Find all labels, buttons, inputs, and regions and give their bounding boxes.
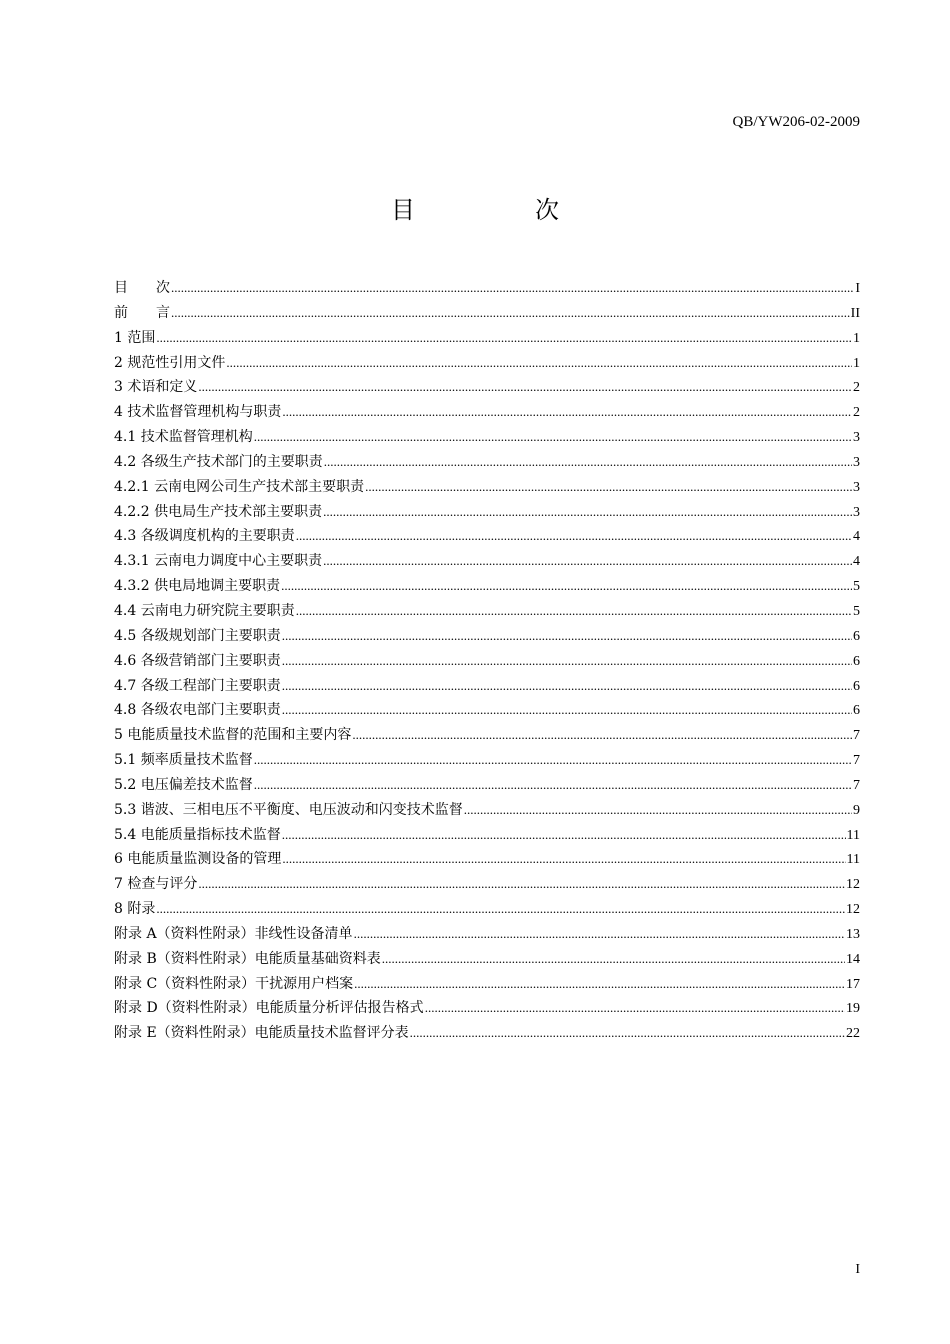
toc-entry[interactable] [114, 276, 860, 301]
toc-entry[interactable] [114, 1021, 860, 1046]
toc-dot-leader [254, 748, 852, 773]
toc-entry-label: 4.4 云南电力研究院主要职责 [114, 602, 295, 619]
toc-entry[interactable] [114, 922, 860, 947]
toc-entry-label: 3 术语和定义 [114, 379, 198, 396]
table-of-contents [114, 276, 860, 1046]
toc-dot-leader [464, 798, 852, 823]
toc-dot-leader [226, 351, 852, 376]
toc-entry-page: 9 [853, 802, 860, 818]
toc-dot-leader [254, 773, 852, 798]
toc-entry-page: 7 [853, 753, 860, 769]
toc-entry-label: 4.2 各级生产技术部门的主要职责 [114, 453, 323, 470]
toc-entry-label: 附录 E（资料性附录）电能质量技术监督评分表 [114, 1025, 409, 1042]
toc-entry[interactable] [114, 674, 860, 699]
toc-entry-page: 1 [853, 330, 860, 346]
toc-entry-label: 目 次 [114, 280, 170, 296]
toc-dot-leader [171, 301, 850, 326]
toc-entry-page: 14 [846, 951, 860, 967]
toc-entry[interactable] [114, 450, 860, 475]
toc-entry-label: 附录 D（资料性附录）电能质量分析评估报告格式 [114, 1000, 424, 1017]
toc-entry-page: 6 [853, 703, 860, 719]
toc-entry-page: 11 [846, 852, 860, 868]
toc-entry-label: 前 言 [114, 304, 170, 321]
toc-entry-page: 17 [846, 976, 860, 992]
toc-dot-leader [282, 649, 852, 674]
toc-entry-label: 5 电能质量技术监督的范围和主要内容 [114, 727, 352, 744]
toc-dot-leader [254, 425, 852, 450]
toc-dot-leader [282, 698, 852, 723]
toc-entry-label: 4.1 技术监督管理机构 [114, 429, 253, 446]
toc-entry-label: 4.5 各级规划部门主要职责 [114, 627, 281, 644]
toc-entry-label: 8 附录 [114, 901, 156, 918]
toc-dot-leader [198, 375, 852, 400]
toc-entry[interactable] [114, 947, 860, 972]
toc-entry[interactable] [114, 972, 860, 997]
toc-entry[interactable] [114, 500, 860, 525]
toc-entry[interactable] [114, 599, 860, 624]
toc-dot-leader [323, 549, 852, 574]
toc-dot-leader [382, 947, 845, 972]
toc-entry[interactable] [114, 524, 860, 549]
toc-entry[interactable] [114, 400, 860, 425]
toc-dot-leader [354, 922, 845, 947]
toc-dot-leader [171, 276, 854, 301]
toc-entry-label: 4.7 各级工程部门主要职责 [114, 677, 281, 694]
toc-entry-page: 11 [846, 827, 860, 843]
toc-entry-label: 附录 C（资料性附录）干扰源用户档案 [114, 975, 354, 992]
toc-entry[interactable] [114, 996, 860, 1021]
toc-dot-leader [365, 475, 852, 500]
toc-entry-label: 5.3 谐波、三相电压不平衡度、电压波动和闪变技术监督 [114, 801, 463, 818]
toc-entry-label: 7 检查与评分 [114, 876, 198, 893]
toc-entry-page: 3 [853, 479, 860, 495]
toc-entry-label: 4.3.1 云南电力调度中心主要职责 [114, 553, 323, 570]
toc-entry[interactable] [114, 375, 860, 400]
toc-entry[interactable] [114, 624, 860, 649]
toc-entry[interactable] [114, 326, 860, 351]
toc-entry-label: 4 技术监督管理机构与职责 [114, 404, 282, 421]
toc-dot-leader [156, 897, 845, 922]
toc-dot-leader [281, 574, 852, 599]
toc-entry-label: 5.2 电压偏差技术监督 [114, 776, 253, 793]
toc-entry[interactable] [114, 301, 860, 326]
toc-dot-leader [198, 872, 845, 897]
toc-entry-label: 5.1 频率质量技术监督 [114, 752, 253, 769]
toc-entry-label: 4.6 各级营销部门主要职责 [114, 652, 281, 669]
toc-entry[interactable] [114, 698, 860, 723]
toc-entry-page: 7 [853, 728, 860, 744]
toc-entry[interactable] [114, 723, 860, 748]
toc-entry-label: 6 电能质量监测设备的管理 [114, 851, 282, 868]
toc-entry-page: 5 [853, 603, 860, 619]
toc-entry-page: 22 [846, 1026, 860, 1042]
toc-dot-leader [352, 723, 852, 748]
toc-entry-page: 2 [853, 405, 860, 421]
toc-entry-page: 12 [846, 902, 860, 918]
toc-dot-leader [282, 400, 852, 425]
toc-entry-page: 6 [853, 678, 860, 694]
toc-dot-leader [156, 326, 852, 351]
toc-entry-label: 4.8 各级农电部门主要职责 [114, 702, 281, 719]
toc-entry-label: 4.3 各级调度机构的主要职责 [114, 528, 295, 545]
toc-entry-page: 5 [853, 579, 860, 595]
toc-entry[interactable] [114, 773, 860, 798]
toc-dot-leader [425, 996, 845, 1021]
toc-entry-label: 4.3.2 供电局地调主要职责 [114, 578, 281, 595]
toc-entry[interactable] [114, 823, 860, 848]
toc-entry[interactable] [114, 748, 860, 773]
toc-entry[interactable] [114, 798, 860, 823]
toc-entry-label: 附录 B（资料性附录）电能质量基础资料表 [114, 950, 381, 967]
page-number: I [855, 1262, 860, 1277]
toc-entry[interactable] [114, 897, 860, 922]
toc-entry-page: 6 [853, 653, 860, 669]
toc-entry[interactable] [114, 475, 860, 500]
toc-entry[interactable] [114, 574, 860, 599]
toc-dot-leader [282, 823, 846, 848]
toc-entry[interactable] [114, 872, 860, 897]
toc-entry-label: 4.2.1 云南电网公司生产技术部主要职责 [114, 478, 365, 495]
toc-dot-leader [410, 1021, 845, 1046]
document-code: QB/YW206-02-2009 [732, 114, 860, 130]
toc-entry-page: 1 [853, 355, 860, 371]
toc-entry-page: I [855, 281, 860, 296]
toc-entry-page: 13 [846, 926, 860, 942]
toc-dot-leader [324, 450, 852, 475]
toc-entry[interactable] [114, 649, 860, 674]
toc-entry-page: 3 [853, 504, 860, 520]
page-title: 目 次 [391, 196, 607, 224]
toc-entry-label: 5.4 电能质量指标技术监督 [114, 826, 281, 843]
toc-entry-label: 附录 A（资料性附录）非线性设备清单 [114, 925, 353, 942]
toc-entry-label: 1 范围 [114, 329, 156, 346]
toc-entry-page: 12 [846, 877, 860, 893]
toc-dot-leader [282, 624, 852, 649]
toc-entry[interactable] [114, 847, 860, 872]
toc-dot-leader [354, 972, 845, 997]
toc-entry-page: 2 [853, 380, 860, 396]
toc-entry-page: 4 [853, 554, 860, 570]
toc-dot-leader [296, 599, 852, 624]
toc-entry-page: 6 [853, 628, 860, 644]
toc-entry-page: 4 [853, 529, 860, 545]
toc-entry-page: 3 [853, 454, 860, 470]
toc-dot-leader [323, 500, 852, 525]
toc-entry-page: II [850, 305, 860, 321]
toc-entry[interactable] [114, 549, 860, 574]
toc-entry[interactable] [114, 351, 860, 376]
toc-entry-page: 19 [846, 1001, 860, 1017]
toc-entry-label: 2 规范性引用文件 [114, 354, 226, 371]
toc-entry-page: 3 [853, 430, 860, 446]
toc-entry[interactable] [114, 425, 860, 450]
toc-entry-label: 4.2.2 供电局生产技术部主要职责 [114, 503, 323, 520]
toc-dot-leader [282, 674, 852, 699]
toc-entry-page: 7 [853, 777, 860, 793]
toc-dot-leader [282, 847, 845, 872]
toc-dot-leader [296, 524, 852, 549]
